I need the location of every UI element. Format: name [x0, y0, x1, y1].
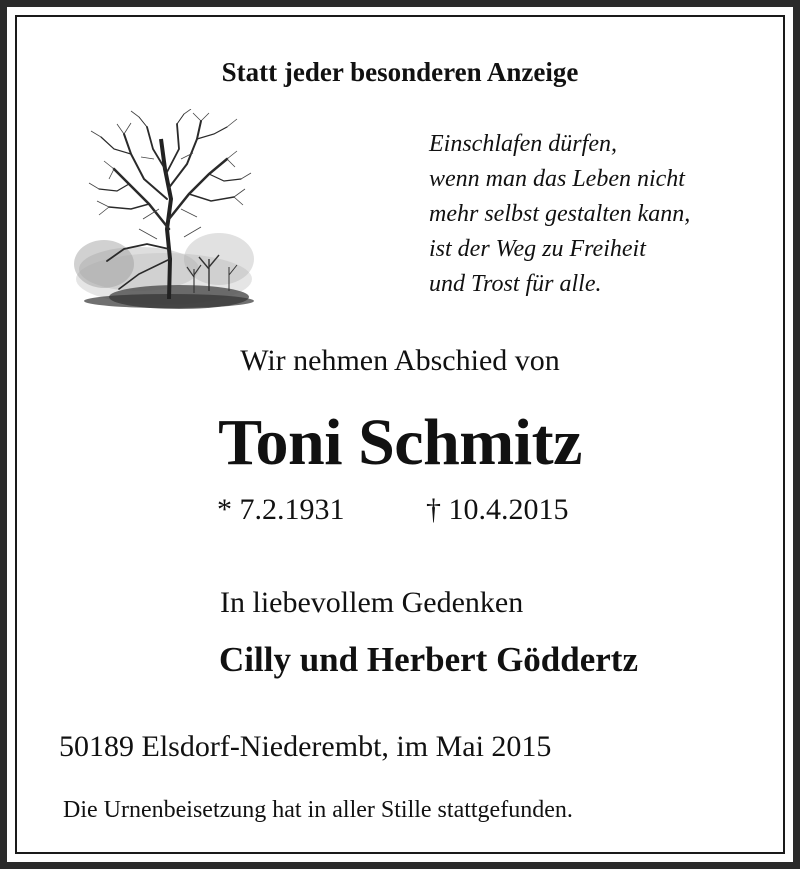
- deceased-name: Toni Schmitz: [218, 406, 582, 479]
- death-date: † 10.4.2015: [426, 493, 569, 526]
- burial-note: Die Urnenbeisetzung hat in aller Stille stattgefunden.: [63, 797, 573, 823]
- birth-date: * 7.2.1931: [217, 493, 345, 526]
- memory-line: In liebevollem Gedenken: [220, 586, 524, 619]
- obituary-card: [7, 7, 793, 862]
- poem-line: Einschlafen dürfen,: [429, 131, 617, 157]
- poem-line: und Trost für alle.: [429, 271, 602, 297]
- place-date: 50189 Elsdorf-Niederembt, im Mai 2015: [59, 730, 552, 763]
- obituary-frame: [15, 15, 785, 854]
- tree-illustration: [69, 109, 259, 329]
- poem-line: mehr selbst gestalten kann,: [429, 201, 691, 227]
- farewell-intro: Wir nehmen Abschied von: [240, 344, 560, 377]
- header-title: Statt jeder besonderen Anzeige: [221, 57, 579, 87]
- poem: [429, 127, 690, 302]
- poem-line: ist der Weg zu Freiheit: [429, 236, 646, 262]
- tree-image: [74, 109, 254, 309]
- poem-line: wenn man das Leben nicht: [429, 166, 685, 192]
- mourners-names: Cilly und Herbert Göddertz: [219, 640, 638, 679]
